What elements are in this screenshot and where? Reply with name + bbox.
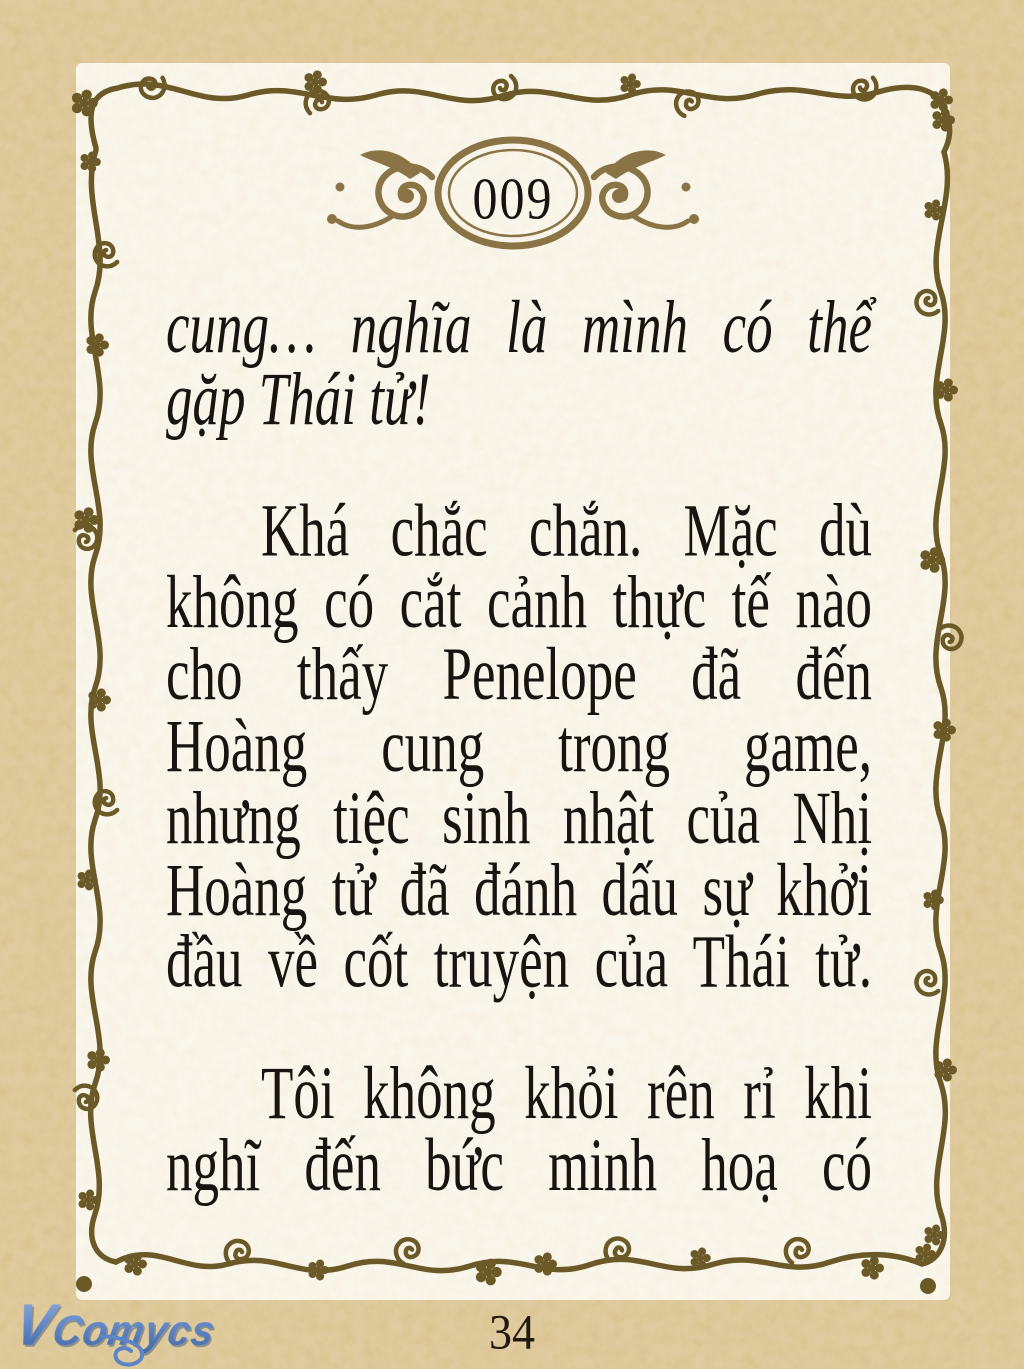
text-line: không có cắt cảnh thực tế nào [166,562,872,645]
chapter-number: 009 [472,165,554,232]
text-line: Tôi không khỏi rên rỉ khi [261,1052,872,1135]
text-line: cho thấy Penelope đã đến [166,634,872,716]
story-text [166,287,872,1207]
watermark-swirl [98,1334,168,1369]
paragraph [166,287,872,442]
text-line: Hoàng tử đã đánh dấu sự khởi [166,849,872,932]
text-line: gặp Thái tử! [166,359,431,442]
text-line: nhưng tiệc sinh nhật của Nhị [166,778,872,860]
page-number: 34 [489,1304,535,1360]
text-line: Khá chắc chắn. Mặc dù [261,490,872,573]
text-line: đầu về cốt truyện của Thái tử. [166,921,872,1004]
text-line: nghĩ đến bức minh hoạ có [166,1124,872,1207]
text-line: cung… nghĩa là mình có thể [166,287,872,370]
paragraph [166,1052,872,1207]
text-line: Hoàng cung trong game, [166,706,872,788]
paragraph [166,490,872,1004]
watermark-logo: VComycs [10,1290,222,1358]
